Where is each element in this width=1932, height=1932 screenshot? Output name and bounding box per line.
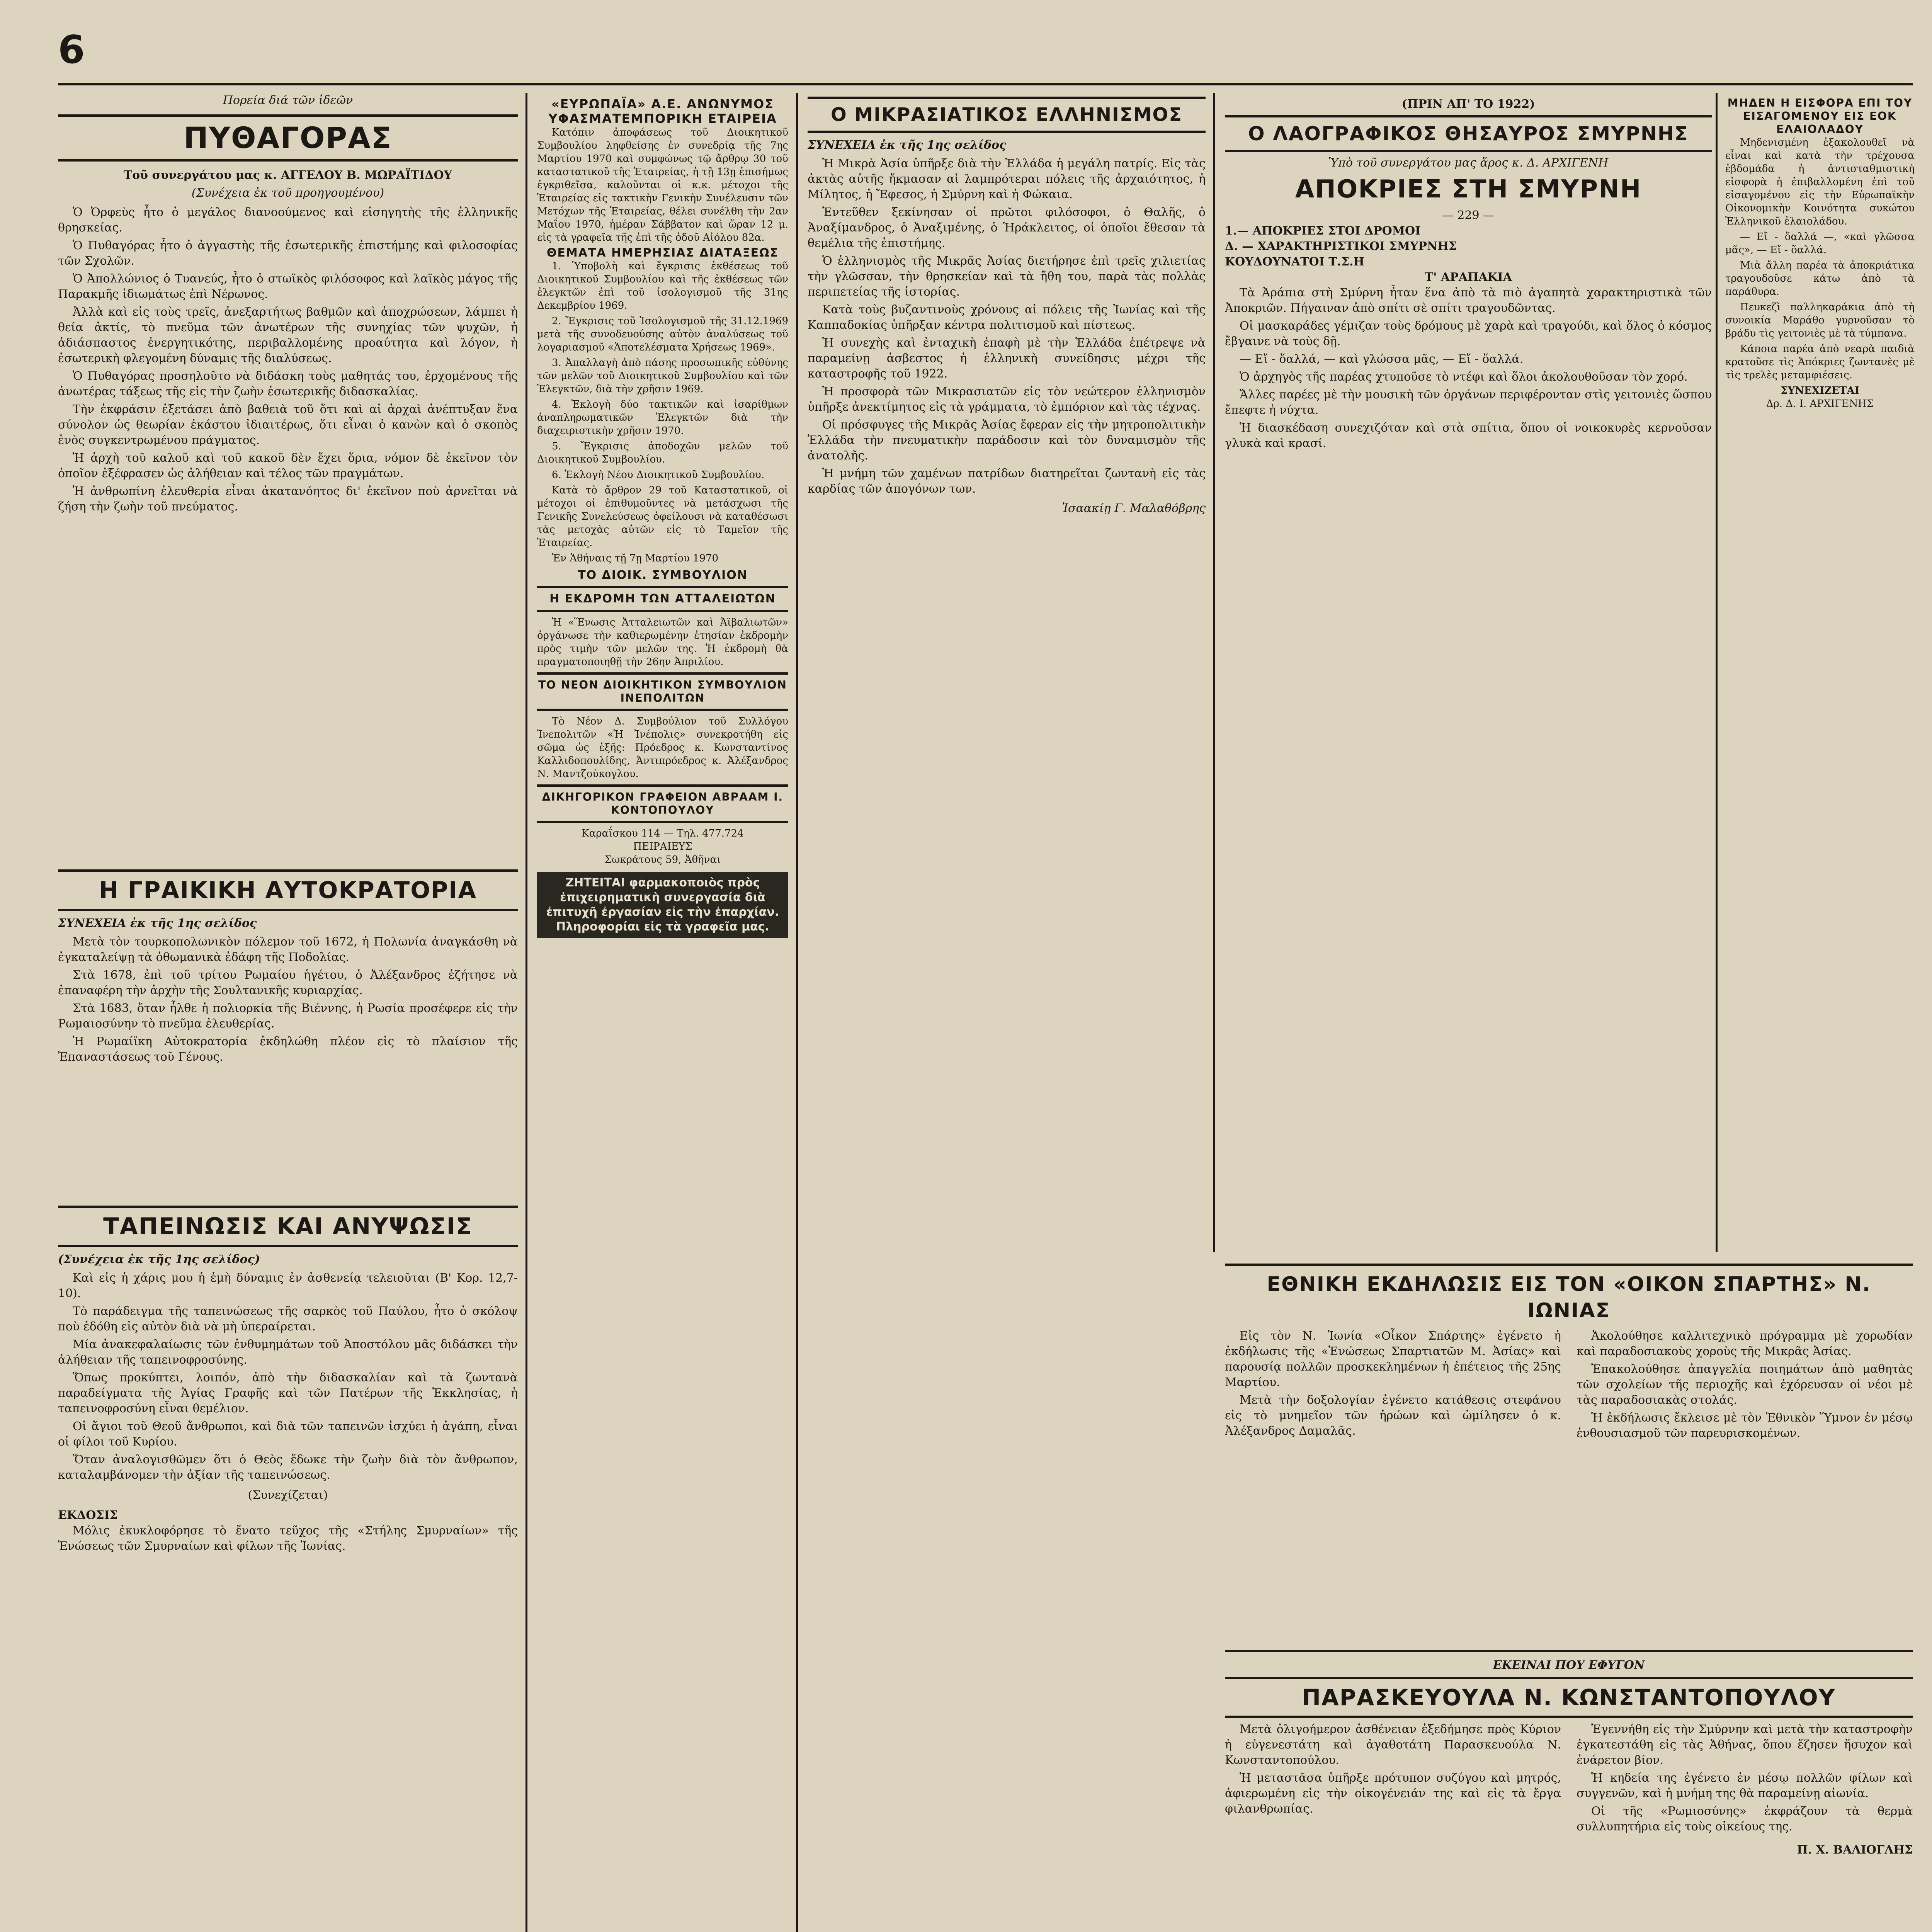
smyrni-title: Ο ΛΑΟΓΡΑΦΙΚΟΣ ΘΗΣΑΥΡΟΣ ΣΜΥΡΝΗΣ (1225, 115, 1712, 152)
smyrni-sign: Δρ. Δ. Ι. ΑΡΧΙΓΕΝΗΣ (1766, 398, 1874, 410)
paragraph: Ἡ μνήμη τῶν χαμένων πατρίδων διατηρεῖται ζωντανὴ εἰς τὰς καρδίας τῶν ἀπογόνων των. (808, 467, 1206, 496)
paragraph: 3. Ἀπαλλαγὴ ἀπὸ πάσης προσωπικῆς εὐθύνης τῶν μελῶν τοῦ Διοικητικοῦ Συμβουλίου καὶ τῶν Ἐλεγκτῶν, διὰ τὴν χρῆσιν 1969. (537, 357, 788, 395)
page-number: 6 (58, 27, 85, 72)
paragraph: Τὸ Νέον Δ. Συμβούλιον τοῦ Συλλόγου Ἰνεπολιτῶν «Ἡ Ἰνέπολις» συνεκροτήθη εἰς σῶμα ὡς ἑξῆς: Πρόεδρος κ. Κωνσταντίνος Καλλιδοπουλίδης, Ἀντιπρόεδρος κ. Ἀλέξανδρος Ν. Μαντζούκογλου. (537, 716, 788, 780)
humility-article (58, 1206, 518, 1932)
paragraph: Μετὰ ὀλιγοήμερον ἀσθένειαν ἐξεδήμησε πρὸς Κύριον ἡ εὐγενεστάτη καὶ ἀγαθοτάτη Παρασκευούλα Ν. Κωνσταντοπούλου. (1225, 1723, 1561, 1767)
paragraph: Μετὰ τὸν τουρκοπολωνικὸν πόλεμον τοῦ 1672, ἡ Πολωνία ἀναγκάσθη νὰ ἐγκαταλείψῃ τὰ ὀθωμανικὰ ἐδάφη τῆς Ποδολίας. (58, 935, 518, 964)
paragraph: Ἡ συνεχὴς καὶ ἐνταχικὴ ἐπαφὴ μὲ τὴν Ἑλλάδα ἐπέτρεψε νὰ παραμείνῃ ἀσβεστος ἡ ἑλληνικὴ συνείδησις μέχρι τῆς καταστροφῆς τοῦ 1922. (808, 336, 1206, 381)
smyrni-article (1225, 97, 1712, 1256)
company-minutes (537, 97, 788, 1932)
paragraph: Ἡ μεταστᾶσα ὑπῆρξε πρότυπον συζύγου καὶ μητρός, ἀφιερωμένη εἰς τὴν οἰκογένειάν της καὶ εἰς τὰ ἔργα φιλανθρωπίας. (1225, 1771, 1561, 1816)
paragraph: 5. Ἔγκρισις ἀποδοχῶν μελῶν τοῦ Διοικητικοῦ Συμβουλίου. (537, 440, 788, 465)
paragraph: 6. Ἐκλογὴ Νέου Διοικητικοῦ Συμβουλίου. (552, 469, 765, 481)
smyrni-section: Τ' ΑΡΑΠΑΚΙΑ (1424, 270, 1512, 284)
pythagoras-byline: Τοῦ συνεργάτου μας κ. ΑΓΓΕΛΟΥ Β. ΜΩΡΑΪΤΙΔΟΥ (123, 168, 452, 182)
obit-sign: Π. Χ. ΒΑΛΙΟΓΛΗΣ (1797, 1843, 1913, 1857)
paragraph: Ἀκολούθησε καλλιτεχνικὸ πρόγραμμα μὲ χορωδίαν καὶ παραδοσιακοὺς χοροὺς τῆς Μικρᾶς Ἀσίας. (1577, 1329, 1913, 1358)
ekdosis-title: ΕΚΔΟΣΙΣ (58, 1509, 118, 1522)
section-rule (1225, 1650, 1913, 1652)
paragraph: Τὴν ἐκφράσιν ἐξετάσει ἀπὸ βαθειὰ τοῦ ὅτι καὶ αἱ ἀρχαὶ ἀνέπτυξαν ἕνα σύνολον ὡς θεωρίαν ἐκάστου ἰδιαιτέρως, ὅτι εἶναι ὁ κανὼν καὶ ὁ σκοπὸς ἑνὸς συγκεντρωμένου πράγματος. (58, 403, 518, 447)
top-rule (58, 83, 1913, 85)
paragraph: Κάποια παρέα ἀπὸ νεαρὰ παιδιὰ κρατοῦσε τὶς Ἀπόκριες ζωντανὲς μὲ τὶς τρελὲς μεταμφιέσεις. (1725, 343, 1915, 381)
excursion-title: Η ΕΚΔΡΟΜΗ ΤΩΝ ΑΤΤΑΛΕΙΩΤΩΝ (537, 586, 788, 612)
paragraph: Κατὰ τὸ ἄρθρον 29 τοῦ Καταστατικοῦ, οἱ μέτοχοι οἱ ἐπιθυμοῦντες νὰ μετάσχωσι τῆς Γενικῆς Συνελεύσεως ὀφείλουσι νὰ καταθέσωσι τὰς μετοχὰς αὐτῶν εἰς τὸ Ταμεῖον τῆς Ἑταιρείας. (537, 485, 788, 549)
paragraph: 2. Ἔγκρισις τοῦ Ἰσολογισμοῦ τῆς 31.12.1969 μετὰ τῆς συνοδευούσης αὐτὸν ἀναλύσεως τοῦ λογαριασμοῦ «Ἀποτελέσματα Χρήσεως 1969». (537, 315, 788, 353)
paragraph: Ὁ Ἀπολλώνιος ὁ Τυανεύς, ἦτο ὁ στωϊκὸς φιλόσοφος καὶ λαϊκὸς μάγος τῆς Παρακμῆς ἰδιωμάτως ἐπὶ Νέρωνος. (58, 272, 518, 301)
mikrasiatikos-subline: ΣΥΝΕΧΕΙΑ ἐκ τῆς 1ης σελίδος (808, 138, 1007, 152)
paragraph: Οἱ πρόσφυγες τῆς Μικρᾶς Ἀσίας ἔφεραν εἰς τὴν μητροπολιτικὴν Ἑλλάδα τὴν πνευματικὴν παράδοσιν καὶ τὸν δυναμισμὸν τῆς ἀνατολῆς. (808, 418, 1206, 463)
paragraph: Ἡ ἀρχὴ τοῦ καλοῦ καὶ τοῦ κακοῦ δὲν ἔχει ὅρια, νόμον δὲ ἐκεῖνον τὸν ὁποῖον ἐξέφρασεν ὡς ἀλήθειαν καὶ τέλος τῶν πραγμάτων. (58, 451, 518, 480)
smyrni-section: Δ. — ΧΑΡΑΚΤΗΡΙΣΤΙΚΟΙ ΣΜΥΡΝΗΣ (1225, 240, 1457, 253)
paragraph: Ἡ προσφορὰ τῶν Μικρασιατῶν εἰς τὸν νεώτερον ἑλληνισμὸν ὑπῆρξε ἀνεκτίμητος εἰς τὰ γράμματα, τὸ ἐμπόριον καὶ τὰς τέχνας. (808, 385, 1206, 414)
paragraph: Ἡ κηδεία της ἐγένετο ἐν μέσῳ πολλῶν φίλων καὶ συγγενῶν, καὶ ἡ μνήμη της θὰ παραμείνῃ αἰωνία. (1577, 1771, 1913, 1800)
paragraph: Πευκεζὶ παλληκαράκια ἀπὸ τὴ συνοικία Μαράθο γυρνοῦσαν τὸ βράδυ τὶς γειτονιὲς μὲ τὰ τύμπανα. (1725, 301, 1915, 339)
paragraph: Ὁ Ὀρφεὺς ἦτο ὁ μεγάλος διανοούμενος καὶ εἰσηγητὴς τῆς ἑλληνικῆς θρησκείας. (58, 206, 518, 235)
paragraph: Καὶ εἰς ἡ χάρις μου ἡ ἐμὴ δύναμις ἐν ἀσθενείᾳ τελειοῦται (Β' Κορ. 12,7-10). (58, 1271, 518, 1300)
paragraph: Ἐγεννήθη εἰς τὴν Σμύρνην καὶ μετὰ τὴν καταστροφὴν ἐγκατεστάθη εἰς τὰς Ἀθήνας, ὅπου ἔζησεν ἥσυχον καὶ ἐνάρετον βίον. (1577, 1723, 1913, 1767)
byzantine-title: Η ΓΡΑΙΚΙΚΗ ΑΥΤΟΚΡΑΤΟΡΙΑ (58, 869, 518, 911)
continued-note: (Συνεχίζεται) (248, 1488, 328, 1502)
paragraph: Μιὰ ἄλλη παρέα τὰ ἀποκριάτικα τραγουδοῦσε κάτω ἀπὸ τὰ παράθυρα. (1725, 260, 1915, 298)
pythagoras-subline: (Συνέχεια ἐκ τοῦ προηγουμένου) (191, 186, 384, 200)
lawyer-line: Καραΐσκου 114 — Τηλ. 477.724 (582, 828, 744, 839)
smyrni-title2: ΑΠΟΚΡΙΕΣ ΣΤΗ ΣΜΥΡΝΗ (1295, 175, 1642, 204)
paragraph: Οἱ ἅγιοι τοῦ Θεοῦ ἄνθρωποι, καὶ διὰ τῶν ταπεινῶν ἰσχύει ἡ ἀγάπη, εἶναι οἱ φίλοι τοῦ Κυρίου. (58, 1420, 518, 1449)
paragraph: Μετὰ τὴν δοξολογίαν ἐγένετο κατάθεσις στεφάνου εἰς τὸ μνημεῖον τῶν ἡρώων καὶ ὡμίλησεν ὁ κ. Ἀλέξανδρος Δαμαλᾶς. (1225, 1393, 1561, 1438)
column-divider (796, 93, 798, 1932)
ekdilosi-title: ΕΘΝΙΚΗ ΕΚΔΗΛΩΣΙΣ ΕΙΣ ΤΟΝ «ΟΙΚΟΝ ΣΠΑΡΤΗΣ» Ν. ΙΩΝΙΑΣ (1267, 1273, 1871, 1322)
lawyer-line: ΠΕΙΡΑΙΕΥΣ (633, 841, 692, 852)
paragraph: Ἡ διασκέδαση συνεχιζόταν καὶ στὰ σπίτια, ὅπου οἱ νοικοκυρὲς κερνοῦσαν γλυκὰ καὶ κρασί. (1225, 421, 1712, 450)
lawyer-title: ΔΙΚΗΓΟΡΙΚΟΝ ΓΡΑΦΕΙΟΝ ΑΒΡΑΑΜ Ι. ΚΟΝΤΟΠΟΥΛΟΥ (537, 784, 788, 823)
mikrasiatikos-article (808, 97, 1206, 1932)
olive-oil-article (1725, 97, 1915, 1256)
smyrni-byline: Ὑπὸ τοῦ συνεργάτου μας ἄρος κ. Δ. ΑΡΧΙΓΕΝΗ (1328, 156, 1609, 170)
agenda-heading: ΘΕΜΑΤΑ ΗΜΕΡΗΣΙΑΣ ΔΙΑΤΑΞΕΩΣ (546, 246, 779, 260)
paragraph: Τὸ παράδειγμα τῆς ταπεινώσεως τῆς σαρκὸς τοῦ Παύλου, ἦτο ὁ σκόλοψ ποὺ ἐδόθη εἰς αὐτὸν διὰ νὰ μὴ ὑπεραίρεται. (58, 1304, 518, 1333)
section-rule (1225, 1264, 1913, 1266)
column-divider (1213, 93, 1215, 1252)
mikrasiatikos-sign: Ἰσαακίῃ Γ. Μαλαθόβρης (1062, 502, 1206, 515)
paragraph: 4. Ἐκλογὴ δύο τακτικῶν καὶ ἰσαρίθμων ἀναπληρωματικῶν Ἐλεγκτῶν διὰ τὴν διαχειριστικὴν χρῆσιν 1970. (537, 399, 788, 437)
paragraph: Ἐπακολούθησε ἀπαγγελία ποιημάτων ἀπὸ μαθητὰς τῶν σχολείων τῆς περιοχῆς καὶ ἐχόρευσαν οἱ νέοι μὲ τὰς παραδοσιακὰς στολάς. (1577, 1362, 1913, 1407)
paragraph: Κατὰ τοὺς βυζαντινοὺς χρόνους αἱ πόλεις τῆς Ἰωνίας καὶ τῆς Καππαδοκίας ὑπῆρξαν κέντρα πολιτισμοῦ καὶ πίστεως. (808, 303, 1206, 332)
smyrni-kicker: (ΠΡΙΝ ΑΠ' ΤΟ 1922) (1401, 97, 1535, 111)
pharmacist-ad: ΖΗΤΕΙΤΑΙ φαρμακοποιὸς πρὸς ἐπιχειρηματικὴ συνεργασία διὰ ἐπιτυχῆ ἐργασίαν εἰς τὴν ἐπαρχίαν. Πληροφορίαι εἰς τὰ γραφεῖα μας. (537, 872, 788, 938)
masthead-tagline: Πορεία διά τῶν ἰδεῶν (223, 94, 353, 107)
paragraph: Ὅταν ἀναλογισθῶμεν ὅτι ὁ Θεὸς ἔδωκε τὴν ζωὴν διὰ τὸν ἄνθρωπον, καταλαμβάνομεν τὴν ἀξίαν τῆς ταπεινώσεως. (58, 1453, 518, 1482)
paragraph: Οἱ τῆς «Ρωμιοσύνης» ἐκφράζουν τὰ θερμὰ συλλυπητήρια εἰς τοὺς οἰκείους της. (1577, 1804, 1913, 1833)
ekdilosi-article (1225, 1271, 1913, 1642)
paragraph: — Εἴ - ὅαλλά —, «καὶ γλῶσσα μᾶς», — Εἴ - ὅαλλά. (1725, 231, 1915, 256)
lawyer-line: Σωκράτους 59, Ἀθῆναι (604, 854, 721, 866)
paragraph: Ἡ ἐκδήλωσις ἔκλεισε μὲ τὸν Ἐθνικὸν Ὕμνον ἐν μέσῳ ἐνθουσιασμοῦ τῶν παρευρισκομένων. (1577, 1411, 1913, 1440)
column-divider (526, 93, 527, 1932)
humility-title: ΤΑΠΕΙΝΩΣΙΣ ΚΑΙ ΑΝΥΨΩΣΙΣ (58, 1206, 518, 1247)
paragraph: Ἐν Ἀθήναις τῇ 7ῃ Μαρτίου 1970 (552, 553, 719, 564)
paragraph: Ὁ ἑλληνισμὸς τῆς Μικρᾶς Ἀσίας διετήρησε ἐπὶ τρεῖς χιλιετίας τὴν γλῶσσαν, τὴν θρησκείαν καὶ τὰ ἤθη του, παρὰ τὰς πολλὰς περιπετείας τῆς ἱστορίας. (808, 254, 1206, 299)
paragraph: Ἄλλες παρέες μὲ τὴν μουσικὴ τῶν ὀργάνων περιφέρονταν στὶς γειτονιὲς ὥσπου ἔπεφτε ἡ νύχτα. (1225, 388, 1712, 417)
board-title: ΤΟ ΝΕΟΝ ΔΙΟΙΚΗΤΙΚΟΝ ΣΥΜΒΟΥΛΙΟΝ ΙΝΕΠΟΛΙΤΩΝ (537, 672, 788, 711)
pythagoras-title: ΠΥΘΑΓΟΡΑΣ (58, 114, 518, 162)
mikrasiatikos-title: Ο ΜΙΚΡΑΣΙΑΤΙΚΟΣ ΕΛΛΗΝΙΣΜΟΣ (808, 97, 1206, 133)
continued-note: ΣΥΝΕΧΙΖΕΤΑΙ (1781, 385, 1859, 396)
paragraph: Ἐντεῦθεν ξεκίνησαν οἱ πρῶτοι φιλόσοφοι, ὁ Θαλῆς, ὁ Ἀναξίμανδρος, ὁ Ἀναξιμένης, ὁ Ἡράκλειτος, οἱ ὁποῖοι ἔθεσαν τὰ θεμέλια τῆς ἐπιστήμης. (808, 206, 1206, 250)
smyrni-number: — 229 — (1442, 209, 1495, 222)
paragraph: Ἡ ἀνθρωπίνη ἐλευθερία εἶναι ἀκατανόητος δι' ἐκεῖνον ποὺ ἀρνεῖται νὰ ζήση τὴν ζωὴν τοῦ πνεύματος. (58, 485, 518, 514)
obit-kicker: ΕΚΕΙΝΑΙ ΠΟΥ ΕΦΥΓΟΝ (1493, 1658, 1645, 1672)
paragraph: Τὰ Ἀράπια στὴ Σμύρνη ἦταν ἕνα ἀπὸ τὰ πιὸ ἀγαπητὰ χαρακτηριστικὰ τῶν Ἀποκριῶν. Πήγαιναν ἀπὸ σπίτι σὲ σπίτι τραγουδῶντας. (1225, 286, 1712, 315)
paragraph: Ἡ «Ἕνωσις Ἀτταλειωτῶν καὶ Ἀϊβαλιωτῶν» ὀργάνωσε τὴν καθιερωμένην ἐτησίαν ἐκδρομὴν πρὸς τιμὴν τῶν μελῶν της. Ἡ ἐκδρομὴ θὰ πραγματοποιηθῇ τὴν 26ην Ἀπριλίου. (537, 617, 788, 668)
smyrni-section: 1.— ΑΠΟΚΡΙΕΣ ΣΤΟΙ ΔΡΟΜΟΙ (1225, 224, 1421, 238)
column-divider (1716, 93, 1718, 1252)
paragraph: Μηδενισμένη ἐξακολουθεῖ νὰ εἶναι καὶ κατὰ τὴν τρέχουσα ἑβδομάδα ἡ ἀντισταθμιστικὴ εἰσφορὰ ἡ ἐπιβαλλομένη ἐπὶ τοῦ εἰσαγομένου εἰς τὴν Εὐρωπαϊκὴν Οἰκονομικὴν Κοινότητα συκώτου Ἑλληνικοῦ ἐλαιολάδου. (1725, 137, 1915, 227)
paragraph: Οἱ μασκαράδες γέμιζαν τοὺς δρόμους μὲ χαρὰ καὶ τραγούδι, καὶ ὅλος ὁ κόσμος ἔβγαινε νὰ τοὺς δῇ. (1225, 319, 1712, 348)
byzantine-subline: ΣΥΝΕΧΕΙΑ ἐκ τῆς 1ης σελίδος (58, 917, 257, 930)
paragraph: Εἰς τὸν Ν. Ἰωνία «Οἶκον Σπάρτης» ἐγένετο ἡ ἐκδήλωσις τῆς «Ἑνώσεως Σπαρτιατῶν Μ. Ἀσίας» καὶ παρουσίᾳ πολλῶν προσκεκλημένων ἡ ἐπέτειος τῆς 25ης Μαρτίου. (1225, 1329, 1561, 1389)
paragraph: Ἀλλὰ καὶ εἰς τοὺς τρεῖς, ἀνεξαρτήτως βαθμῶν καὶ ἀποχρώσεων, λάμπει ἡ θεία ἀκτίς, τὸ πνεῦμα τῶν ἀνωτέρων τῆς συνηχίας τῶν ψυχῶν, ἡ ἀδιάσπαστος ἐνεργητικότης, περιβαλλομένης προαύτητα καὶ λόγον, ἡ ἐσωτερικὴ φλεγομένη δύναμις τῆς διαλύσεως. (58, 305, 518, 365)
obit-title: ΠΑΡΑΣΚΕΥΟΥΛΑ Ν. ΚΩΝΣΤΑΝΤΟΠΟΥΛΟΥ (1225, 1677, 1913, 1718)
paragraph: Ὁ Πυθαγόρας ἦτο ὁ ἀγγαστὴς τῆς ἐσωτερικῆς ἐπιστήμης καὶ φιλοσοφίας τῶν Σχολῶν. (58, 239, 518, 268)
paragraph: Μία ἀνακεφαλαίωσις τῶν ἐνθυμημάτων τοῦ Ἀποστόλου μᾶς διδάσκει τὴν ἀλήθειαν τῆς ταπεινοφροσύνης. (58, 1338, 518, 1367)
obituary-article (1225, 1658, 1913, 1932)
smyrni-section: ΚΟΥΔΟΥΝΑΤΟΙ Τ.Σ.Η (1225, 255, 1364, 269)
paragraph: — Εἴ - ὅαλλά, — καὶ γλώσσα μᾶς, — Εἴ - ὅαλλά. (1240, 352, 1524, 366)
minutes-sign: ΤΟ ΔΙΟΙΚ. ΣΥΜΒΟΥΛΙΟΝ (578, 568, 748, 582)
paragraph: Ἡ Ρωμαίϊκη Αὐτοκρατορία ἐκδηλώθη πλέον εἰς τὸ πλαίσιον τῆς Ἐπαναστάσεως τοῦ Γένους. (58, 1035, 518, 1064)
paragraph: Ὅπως προκύπτει, λοιπόν, ἀπὸ τὴν διδασκαλίαν καὶ τὰ ζωντανὰ παραδείγματα τῆς Ἁγίας Γραφῆς καὶ τῶν Πατέρων τῆς Ἐκκλησίας, ἡ ταπεινοφροσύνη εἶναι θεμέλιον. (58, 1371, 518, 1415)
paragraph: Στὰ 1683, ὅταν ἦλθε ἡ πολιορκία τῆς Βιέννης, ἡ Ρωσία προσέφερε εἰς τὴν Ρωμαιοσύνην τὸ πνεῦμα ἐλευθερίας. (58, 1002, 518, 1031)
paragraph: Ὁ Πυθαγόρας προσηλοῦτο νὰ διδάσκη τοὺς μαθητάς του, ἐρχομένους τῆς ἀνωτέρας τάξεως τῆς εἰς τὴν ζωὴν ἐσωτερικῆς διδασκαλίας. (58, 369, 518, 398)
olive-oil-title: ΜΗΔΕΝ Η ΕΙΣΦΟΡΑ ΕΠΙ ΤΟΥ ΕΙΣΑΓΟΜΕΝΟΥ ΕΙΣ ΕΟΚ ΕΛΑΙΟΛΑΔΟΥ (1727, 97, 1913, 136)
pythagoras-article (58, 93, 518, 796)
humility-subline: (Συνέχεια ἐκ τῆς 1ης σελίδος) (58, 1253, 260, 1266)
paragraph: Κατόπιν ἀποφάσεως τοῦ Διοικητικοῦ Συμβουλίου ληφθείσης ἐν συνεδρίᾳ τῆς 7ης Μαρτίου 1970 καὶ συμφώνως τῷ ἄρθρῳ 30 τοῦ καταστατικοῦ τῆς Ἑταιρείας, ἡ τῇ 13ῃ ἐπισήμως ἐγκριθεῖσα, καλοῦνται οἱ κ.κ. μέτοχοι τῆς Ἑταιρείας εἰς τακτικὴν Γενικὴν Συνέλευσιν τῶν Μετόχων τῆς Ἑταιρείας, θέλει συνέλθη τὴν 2αν Μαΐου 1970, ἡμέραν Σάββατον καὶ ὥραν 12 μ. εἰς τὰ γραφεῖα τῆς ἐπὶ τῆς ὁδοῦ Αἰόλου 82α. (537, 127, 788, 243)
minutes-title: «ΕΥΡΩΠΑΪΑ» Α.Ε. ΑΝΩΝΥΜΟΣ ΥΦΑΣΜΑΤΕΜΠΟΡΙΚΗ ΕΤΑΙΡΕΙΑ (548, 97, 777, 126)
paragraph: 1. Ὑποβολὴ καὶ ἔγκρισις ἐκθέσεως τοῦ Διοικητικοῦ Συμβουλίου καὶ τῆς ἐκθέσεως τῶν ἐλεγκτῶν ἐπὶ τοῦ ἰσολογισμοῦ τῆς 31ης Δεκεμβρίου 1969. (537, 260, 788, 311)
paragraph: Ὁ ἀρχηγὸς τῆς παρέας χτυποῦσε τὸ ντέφι καὶ ὅλοι ἀκολουθοῦσαν τὸν χορό. (1240, 370, 1688, 384)
paragraph: Ἡ Μικρὰ Ἀσία ὑπῆρξε διὰ τὴν Ἑλλάδα ἡ μεγάλη πατρίς. Εἰς τὰς ἀκτὰς αὐτῆς ἤκμασαν αἱ λαμπρότεραι πόλεις τῆς ἀρχαιότητος, ἡ Μίλητος, ἡ Ἔφεσος, ἡ Σμύρνη καὶ ἡ Φώκαια. (808, 157, 1206, 201)
paragraph: Στὰ 1678, ἐπὶ τοῦ τρίτου Ρωμαίου ἡγέτου, ὁ Ἀλέξανδρος ἐζήτησε νὰ ἐπαναφέρη τὴν ἀρχὴν τῆς Σουλτανικῆς κυριαρχίας. (58, 968, 518, 997)
paragraph: Μόλις ἐκυκλοφόρησε τὸ ἔνατο τεῦχος τῆς «Στήλης Σμυρναίων» τῆς Ἑνώσεως τῶν Σμυρναίων καὶ φίλων τῆς Ἰωνίας. (58, 1524, 518, 1553)
